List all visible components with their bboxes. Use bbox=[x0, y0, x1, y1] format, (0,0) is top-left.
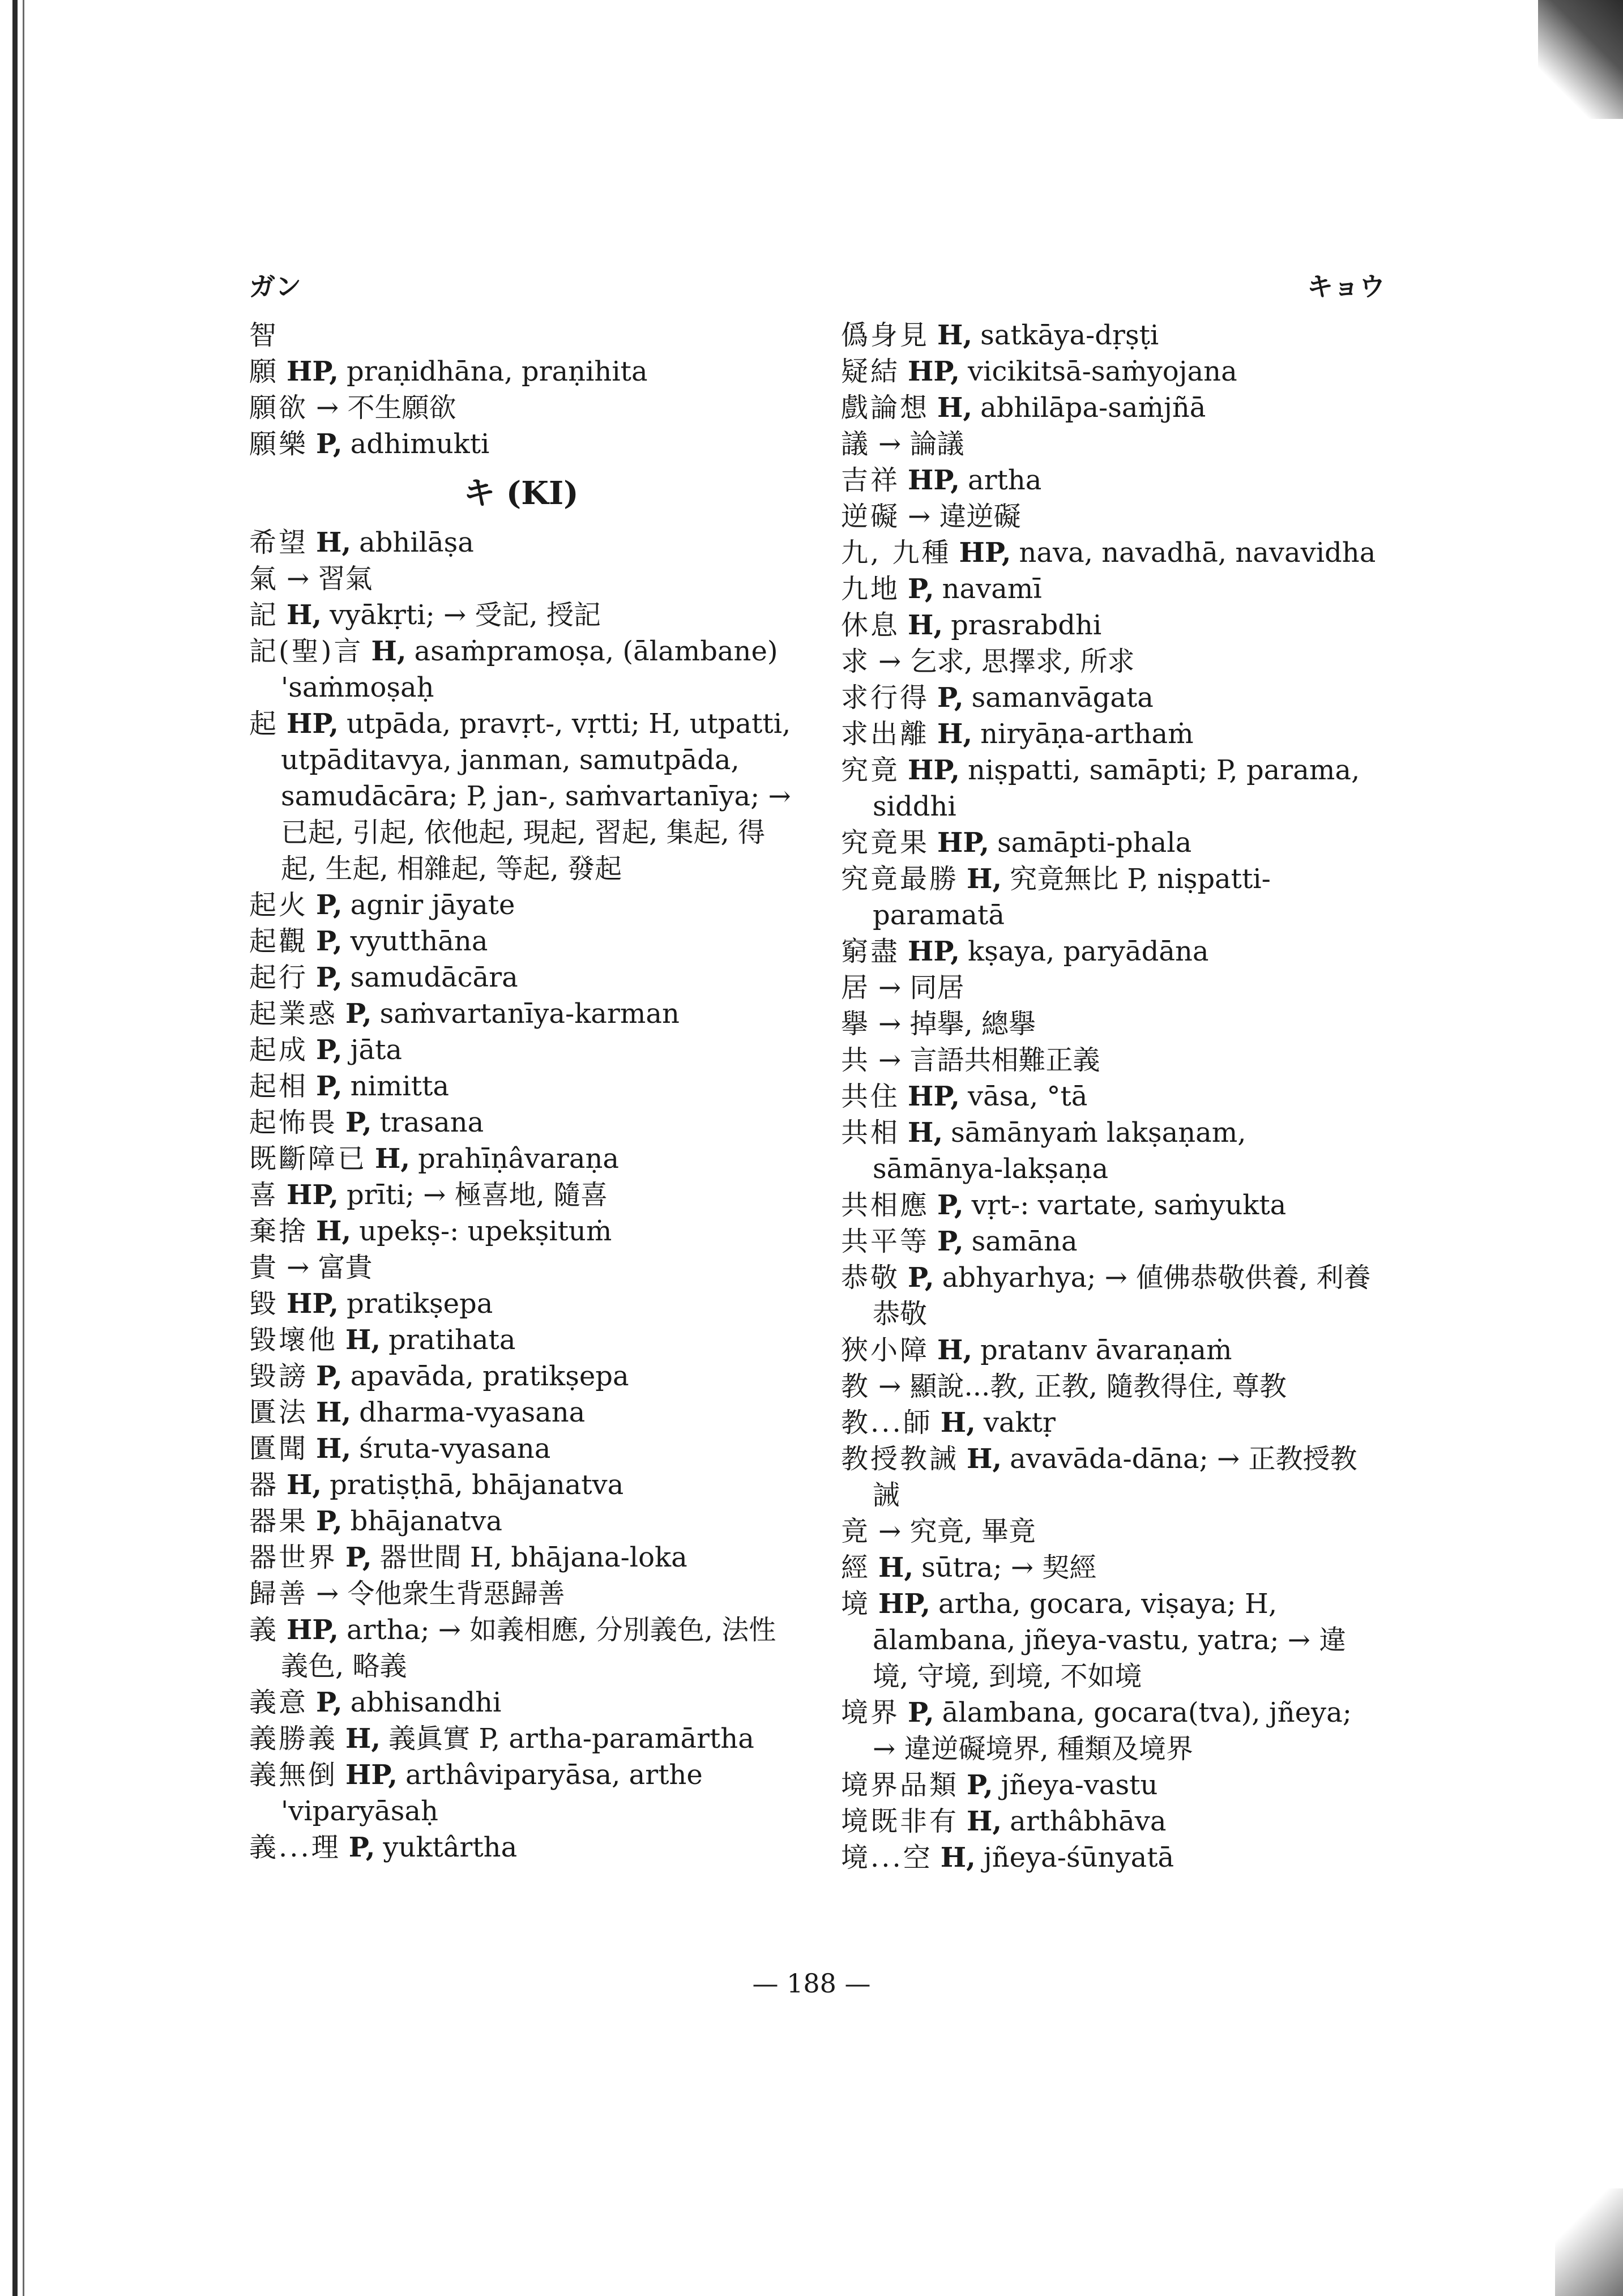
dictionary-entry bbox=[249, 923, 793, 959]
dictionary-entry bbox=[841, 825, 1379, 861]
entry-definition: navamī bbox=[942, 573, 1042, 605]
entry-definition: apavāda, pratikṣepa bbox=[350, 1360, 629, 1392]
entry-source-marker: P, bbox=[937, 682, 964, 714]
entry-source-marker: HP, bbox=[287, 356, 339, 387]
entry-headword: 境既非有 bbox=[841, 1806, 959, 1837]
entry-source-marker: H, bbox=[287, 599, 322, 631]
entry-definition: samāna bbox=[971, 1226, 1078, 1257]
entry-headword: 起行 bbox=[249, 962, 309, 993]
dictionary-entry bbox=[841, 1115, 1379, 1187]
entry-definition: jāta bbox=[350, 1034, 403, 1066]
entry-headword: 窮盡 bbox=[841, 936, 900, 967]
entry-definition: 究竟無比 P, niṣpatti-paramatā bbox=[873, 863, 1271, 931]
dictionary-entry bbox=[249, 561, 793, 597]
entry-source-marker: HP, bbox=[287, 1288, 339, 1320]
entry-definition: → 不生願欲 bbox=[316, 392, 456, 424]
entry-definition: prahīṇâvaraṇa bbox=[418, 1143, 619, 1175]
entry-source-marker: P, bbox=[316, 1070, 343, 1102]
dictionary-entry bbox=[841, 607, 1379, 643]
entry-definition: dharma-vyasana bbox=[359, 1397, 586, 1428]
dictionary-entry bbox=[841, 1767, 1379, 1803]
entry-headword: 記 bbox=[249, 599, 279, 631]
entry-definition: śruta-vyasana bbox=[359, 1433, 551, 1465]
entry-headword: 匱法 bbox=[249, 1397, 309, 1428]
entry-headword: 義勝義 bbox=[249, 1723, 338, 1755]
entry-headword: 智 bbox=[249, 319, 279, 351]
entry-definition: → 違逆礙 bbox=[908, 501, 1021, 532]
dictionary-entry bbox=[841, 1368, 1379, 1405]
dictionary-entry bbox=[841, 1513, 1379, 1550]
entry-definition: → 言語共相難正義 bbox=[878, 1044, 1100, 1076]
entry-definition: pratihata bbox=[388, 1324, 516, 1356]
entry-source-marker: P, bbox=[908, 1697, 934, 1729]
entry-definition: artha; → 如義相應, 分別義色, 法性義色, 略義 bbox=[281, 1614, 776, 1682]
dictionary-entry bbox=[249, 1612, 793, 1684]
entry-headword: 毀壞他 bbox=[249, 1324, 338, 1356]
entry-headword: 恭敬 bbox=[841, 1262, 900, 1294]
dictionary-entry bbox=[249, 1177, 793, 1213]
dictionary-entry bbox=[841, 1405, 1379, 1441]
entry-headword: 境界 bbox=[841, 1697, 900, 1729]
entry-source-marker: HP, bbox=[908, 1081, 960, 1112]
entry-headword: 歸善 bbox=[249, 1578, 309, 1610]
entry-definition: trasana bbox=[379, 1107, 484, 1138]
dictionary-entry bbox=[249, 1829, 793, 1866]
entry-source-marker: P, bbox=[316, 428, 343, 460]
entry-headword: 器 bbox=[249, 1469, 279, 1501]
entry-source-marker: P, bbox=[316, 962, 343, 993]
entry-definition: abhilāṣa bbox=[359, 527, 474, 558]
entry-definition: adhimukti bbox=[350, 428, 490, 460]
dictionary-entry bbox=[249, 1104, 793, 1141]
dictionary-entry bbox=[841, 571, 1379, 607]
entry-source-marker: HP, bbox=[908, 464, 960, 496]
entry-source-marker: H, bbox=[937, 718, 973, 750]
dictionary-entry bbox=[249, 390, 793, 426]
entry-source-marker: P, bbox=[348, 1832, 375, 1863]
entry-source-marker: HP, bbox=[908, 356, 960, 387]
entry-definition: samāpti-phala bbox=[997, 827, 1192, 859]
dictionary-entry bbox=[249, 959, 793, 996]
entry-headword: 求 bbox=[841, 646, 871, 677]
entry-definition: jñeya-vastu bbox=[1001, 1769, 1158, 1801]
entry-source-marker: HP, bbox=[345, 1759, 398, 1791]
entry-headword: 境 bbox=[841, 1588, 871, 1620]
entry-definition: sūtra; → 契經 bbox=[921, 1552, 1097, 1584]
entry-definition: abhyarhya; → 値佛恭敬供養, 利養恭敬 bbox=[873, 1262, 1371, 1330]
entry-definition: arthâviparyāsa, arthe 'viparyāsaḥ bbox=[281, 1759, 703, 1827]
entry-headword: 義 bbox=[249, 1614, 279, 1646]
dictionary-entry bbox=[249, 1322, 793, 1358]
dictionary-entry bbox=[841, 1260, 1379, 1332]
entry-headword: 境...空 bbox=[841, 1842, 933, 1873]
running-head-right: キョウ bbox=[1307, 271, 1385, 302]
dictionary-entry bbox=[249, 426, 793, 462]
entry-definition: → 論議 bbox=[878, 428, 964, 460]
entry-headword: 起業惑 bbox=[249, 998, 338, 1030]
dictionary-entry bbox=[841, 1223, 1379, 1260]
entry-headword: 吉祥 bbox=[841, 464, 900, 496]
dictionary-entry bbox=[249, 1358, 793, 1394]
entry-headword: 義...理 bbox=[249, 1832, 341, 1863]
entry-headword: 喜 bbox=[249, 1179, 279, 1211]
entry-definition: → 究竟, 畢竟 bbox=[878, 1516, 1036, 1547]
entry-source-marker: P, bbox=[316, 1360, 343, 1392]
entry-definition: jñeya-śūnyatā bbox=[983, 1842, 1174, 1873]
right-column bbox=[841, 317, 1379, 1876]
entry-definition: niryāṇa-arthaṁ bbox=[980, 718, 1194, 750]
dictionary-entry bbox=[249, 1576, 793, 1612]
entry-headword: 共平等 bbox=[841, 1226, 930, 1257]
entry-definition: kṣaya, paryādāna bbox=[967, 936, 1209, 967]
entry-definition: bhājanatva bbox=[350, 1505, 502, 1537]
entry-source-marker: H, bbox=[967, 1443, 1002, 1475]
scan-binding-edge-inner bbox=[23, 0, 24, 2296]
entry-definition: yuktârtha bbox=[383, 1832, 518, 1863]
entry-definition: vyākṛti; → 受記, 授記 bbox=[330, 599, 601, 631]
entry-definition: → 顯說...教, 正教, 隨教得住, 尊教 bbox=[878, 1371, 1287, 1402]
entry-headword: 九, 九種 bbox=[841, 537, 951, 569]
entry-source-marker: P, bbox=[316, 889, 343, 921]
entry-headword: 僞身見 bbox=[841, 319, 930, 351]
dictionary-entry bbox=[841, 498, 1379, 535]
entry-source-marker: H, bbox=[375, 1143, 411, 1175]
entry-source-marker: HP, bbox=[937, 827, 989, 859]
entry-definition: pratikṣepa bbox=[346, 1288, 493, 1320]
entry-definition: saṁvartanīya-karman bbox=[379, 998, 680, 1030]
scan-page-corner-top-right bbox=[1538, 0, 1623, 119]
entry-source-marker: H, bbox=[345, 1723, 381, 1755]
entry-headword: 教...師 bbox=[841, 1407, 933, 1439]
dictionary-entry bbox=[249, 633, 793, 706]
entry-headword: 究竟最勝 bbox=[841, 863, 959, 895]
entry-headword: 究竟果 bbox=[841, 827, 930, 859]
entry-headword: 教 bbox=[841, 1371, 871, 1402]
entry-headword: 貴 bbox=[249, 1252, 279, 1283]
left-column bbox=[249, 317, 793, 1866]
entry-source-marker: HP, bbox=[878, 1588, 930, 1620]
entry-definition: vaktṛ bbox=[983, 1407, 1056, 1439]
entry-source-marker: P, bbox=[908, 1262, 934, 1294]
entry-definition: pratiṣṭhā, bhājanatva bbox=[330, 1469, 624, 1501]
entry-headword: 議 bbox=[841, 428, 871, 460]
dictionary-entry bbox=[841, 1441, 1379, 1513]
dictionary-entry bbox=[841, 1840, 1379, 1876]
dictionary-entry bbox=[841, 752, 1379, 825]
entry-definition: artha bbox=[967, 464, 1042, 496]
entry-definition: → 同居 bbox=[878, 972, 964, 1004]
entry-definition: satkāya-dṛṣṭi bbox=[980, 319, 1159, 351]
entry-source-marker: HP, bbox=[959, 537, 1011, 569]
entry-headword: 匱聞 bbox=[249, 1433, 309, 1465]
entry-source-marker: H, bbox=[940, 1842, 976, 1873]
dictionary-entry bbox=[841, 1042, 1379, 1078]
dictionary-entry bbox=[249, 887, 793, 923]
dictionary-entry bbox=[841, 426, 1379, 462]
entry-headword: 戲論想 bbox=[841, 392, 930, 424]
entry-definition: nimitta bbox=[350, 1070, 449, 1102]
entry-headword: 器果 bbox=[249, 1505, 309, 1537]
entry-definition: avavāda-dāna; → 正教授教誡 bbox=[873, 1443, 1357, 1511]
entry-headword: 擧 bbox=[841, 1008, 871, 1040]
entry-headword: 起相 bbox=[249, 1070, 309, 1102]
dictionary-entry bbox=[841, 933, 1379, 970]
dictionary-entry bbox=[249, 1141, 793, 1177]
entry-definition: → 乞求, 思擇求, 所求 bbox=[878, 646, 1135, 677]
dictionary-entry bbox=[841, 1586, 1379, 1695]
dictionary-entry bbox=[841, 1187, 1379, 1223]
entry-headword: 既斷障已 bbox=[249, 1143, 368, 1175]
entry-headword: 願 bbox=[249, 356, 279, 387]
entry-headword: 毀 bbox=[249, 1288, 279, 1320]
entry-headword: 狹小障 bbox=[841, 1334, 930, 1366]
entry-headword: 起 bbox=[249, 708, 279, 740]
entry-source-marker: P, bbox=[316, 1687, 343, 1718]
entry-source-marker: HP, bbox=[908, 936, 960, 967]
entry-definition: vṛt-: vartate, saṁyukta bbox=[971, 1189, 1287, 1221]
entry-definition: arthâbhāva bbox=[1010, 1806, 1167, 1837]
entry-headword: 棄捨 bbox=[249, 1215, 309, 1247]
dictionary-entry bbox=[841, 1006, 1379, 1042]
dictionary-entry bbox=[841, 353, 1379, 390]
entry-source-marker: P, bbox=[345, 998, 372, 1030]
entry-headword: 共相應 bbox=[841, 1189, 930, 1221]
dictionary-entry bbox=[249, 1249, 793, 1286]
dictionary-entry bbox=[841, 462, 1379, 498]
entry-definition: nava, navadhā, navavidha bbox=[1019, 537, 1376, 569]
dictionary-entry bbox=[249, 1721, 793, 1757]
entry-source-marker: P, bbox=[316, 1034, 343, 1066]
dictionary-entry bbox=[249, 1431, 793, 1467]
entry-definition: samudācāra bbox=[350, 962, 518, 993]
entry-source-marker: P, bbox=[937, 1189, 964, 1221]
entry-source-marker: H, bbox=[316, 1215, 352, 1247]
entry-headword: 疑結 bbox=[841, 356, 900, 387]
dictionary-entry bbox=[249, 1467, 793, 1503]
dictionary-entry bbox=[249, 1213, 793, 1249]
entry-source-marker: H, bbox=[940, 1407, 976, 1439]
section-heading: キ (KI) bbox=[463, 475, 579, 512]
dictionary-entry bbox=[841, 680, 1379, 716]
entry-source-marker: P, bbox=[316, 1505, 343, 1537]
entry-definition: → 富貴 bbox=[287, 1252, 373, 1283]
dictionary-entry bbox=[841, 1695, 1379, 1767]
entry-source-marker: H, bbox=[316, 1397, 352, 1428]
dictionary-entry bbox=[249, 1068, 793, 1104]
entry-definition: → 習氣 bbox=[287, 563, 373, 595]
scan-binding-edge bbox=[12, 0, 18, 2296]
entry-source-marker: H, bbox=[316, 1433, 352, 1465]
dictionary-entry bbox=[249, 1539, 793, 1576]
entry-definition: samanvāgata bbox=[971, 682, 1154, 714]
dictionary-entry bbox=[841, 1803, 1379, 1840]
entry-headword: 居 bbox=[841, 972, 871, 1004]
entry-source-marker: P, bbox=[345, 1107, 372, 1138]
entry-headword: 願欲 bbox=[249, 392, 309, 424]
entry-headword: 義無倒 bbox=[249, 1759, 338, 1791]
entry-source-marker: P, bbox=[316, 925, 343, 957]
entry-headword: 境界品類 bbox=[841, 1769, 959, 1801]
dictionary-entry bbox=[841, 861, 1379, 933]
entry-source-marker: HP, bbox=[908, 754, 960, 786]
dictionary-entry bbox=[841, 317, 1379, 353]
entry-headword: 器世界 bbox=[249, 1542, 338, 1573]
dictionary-entry bbox=[249, 1032, 793, 1068]
dictionary-entry bbox=[249, 597, 793, 633]
dictionary-entry bbox=[249, 317, 793, 353]
entry-definition: 器世間 H, bhājana-loka bbox=[379, 1542, 687, 1573]
entry-source-marker: H, bbox=[371, 635, 407, 667]
entry-source-marker: P, bbox=[345, 1542, 372, 1573]
entry-definition: agnir jāyate bbox=[350, 889, 515, 921]
entry-definition: vyutthāna bbox=[350, 925, 488, 957]
entry-definition: utpāda, pravṛt-, vṛtti; H, utpatti, utpāditavya, janman, samutpāda, samudācāra; P, jan-, saṁvartanīya; → 已起, 引起, 依他起, 現起, 習起, 集起, 得起, 生起, 相雜起, 等起, 發起 bbox=[281, 708, 791, 885]
entry-headword: 毀謗 bbox=[249, 1360, 309, 1392]
entry-source-marker: H, bbox=[967, 863, 1002, 895]
entry-definition: prīti; → 極喜地, 隨喜 bbox=[346, 1179, 608, 1211]
entry-headword: 起怖畏 bbox=[249, 1107, 338, 1138]
entry-definition: asaṁpramoṣa, (ālambane) 'saṁmoṣaḥ bbox=[281, 635, 778, 703]
entry-definition: sāmānyaṁ lakṣaṇam, sāmānya-lakṣaṇa bbox=[873, 1117, 1246, 1185]
entry-headword: 共住 bbox=[841, 1081, 900, 1112]
dictionary-entry bbox=[841, 1332, 1379, 1368]
dictionary-entry bbox=[841, 1078, 1379, 1115]
entry-source-marker: HP, bbox=[287, 1179, 339, 1211]
entry-headword: 九地 bbox=[841, 573, 900, 605]
entry-definition: → 掉擧, 總擧 bbox=[878, 1008, 1036, 1040]
entry-headword: 願樂 bbox=[249, 428, 309, 460]
entry-definition: praṇidhāna, praṇihita bbox=[346, 356, 648, 387]
entry-headword: 教授教誡 bbox=[841, 1443, 959, 1475]
dictionary-entry bbox=[841, 390, 1379, 426]
entry-source-marker: H, bbox=[908, 609, 943, 641]
dictionary-entry bbox=[841, 970, 1379, 1006]
entry-definition: 義眞實 P, artha-paramārtha bbox=[388, 1723, 754, 1755]
running-head-left: ガン bbox=[249, 271, 301, 302]
entry-source-marker: H, bbox=[878, 1552, 914, 1584]
entry-source-marker: P, bbox=[937, 1226, 964, 1257]
entry-source-marker: H, bbox=[937, 1334, 973, 1366]
dictionary-entry bbox=[841, 643, 1379, 680]
entry-source-marker: H, bbox=[967, 1806, 1002, 1837]
page-number: — 188 — bbox=[752, 1968, 871, 1999]
entry-source-marker: P, bbox=[908, 573, 934, 605]
entry-definition: vāsa, °tā bbox=[967, 1081, 1088, 1112]
entry-headword: 起觀 bbox=[249, 925, 309, 957]
entry-headword: 逆礙 bbox=[841, 501, 900, 532]
dictionary-entry bbox=[249, 996, 793, 1032]
dictionary-entry bbox=[249, 524, 793, 561]
entry-headword: 共 bbox=[841, 1044, 871, 1076]
entry-definition: abhilāpa-saṁjñā bbox=[980, 392, 1206, 424]
entry-headword: 氣 bbox=[249, 563, 279, 595]
dictionary-entry bbox=[249, 353, 793, 390]
entry-headword: 義意 bbox=[249, 1687, 309, 1718]
dictionary-entry bbox=[841, 1550, 1379, 1586]
entry-definition: artha, gocara, viṣaya; H, ālambana, jñeya-vastu, yatra; → 違境, 守境, 到境, 不如境 bbox=[873, 1588, 1347, 1692]
entry-headword: 經 bbox=[841, 1552, 871, 1584]
entry-headword: 究竟 bbox=[841, 754, 900, 786]
entry-headword: 共相 bbox=[841, 1117, 900, 1149]
entry-source-marker: H, bbox=[937, 319, 973, 351]
entry-headword: 起成 bbox=[249, 1034, 309, 1066]
dictionary-entry bbox=[249, 706, 793, 887]
entry-headword: 希望 bbox=[249, 527, 309, 558]
entry-definition: ālambana, gocara(tva), jñeya; → 違逆礙境界, 種類及境界 bbox=[873, 1697, 1352, 1765]
entry-source-marker: P, bbox=[967, 1769, 993, 1801]
entry-definition: upekṣ-: upekṣituṁ bbox=[359, 1215, 612, 1247]
entry-source-marker: H, bbox=[316, 527, 352, 558]
dictionary-entry bbox=[841, 535, 1379, 571]
entry-source-marker: H, bbox=[937, 392, 973, 424]
entry-definition: prasrabdhi bbox=[951, 609, 1102, 641]
entry-headword: 休息 bbox=[841, 609, 900, 641]
entry-source-marker: H, bbox=[908, 1117, 943, 1149]
entry-source-marker: HP, bbox=[287, 708, 339, 740]
dictionary-entry bbox=[249, 1286, 793, 1322]
entry-definition: → 令他衆生背惡歸善 bbox=[316, 1578, 565, 1610]
dictionary-entry bbox=[249, 1503, 793, 1539]
entry-source-marker: H, bbox=[287, 1469, 322, 1501]
entry-headword: 求出離 bbox=[841, 718, 930, 750]
dictionary-entry bbox=[249, 1684, 793, 1721]
dictionary-entry bbox=[249, 1757, 793, 1829]
entry-definition: pratanv āvaraṇaṁ bbox=[980, 1334, 1232, 1366]
entry-definition: abhisandhi bbox=[350, 1687, 502, 1718]
dictionary-entry bbox=[841, 716, 1379, 752]
entry-headword: 求行得 bbox=[841, 682, 930, 714]
entry-definition: vicikitsā-saṁyojana bbox=[967, 356, 1237, 387]
entry-headword: 記(聖)言 bbox=[249, 635, 364, 667]
entry-source-marker: H, bbox=[345, 1324, 381, 1356]
dictionary-entry bbox=[249, 1394, 793, 1431]
entry-headword: 竟 bbox=[841, 1516, 871, 1547]
entry-headword: 起火 bbox=[249, 889, 309, 921]
entry-definition: niṣpatti, samāpti; P, parama, siddhi bbox=[873, 754, 1360, 822]
entry-source-marker: HP, bbox=[287, 1614, 339, 1646]
scan-page-corner-bottom-right bbox=[1555, 2188, 1623, 2296]
